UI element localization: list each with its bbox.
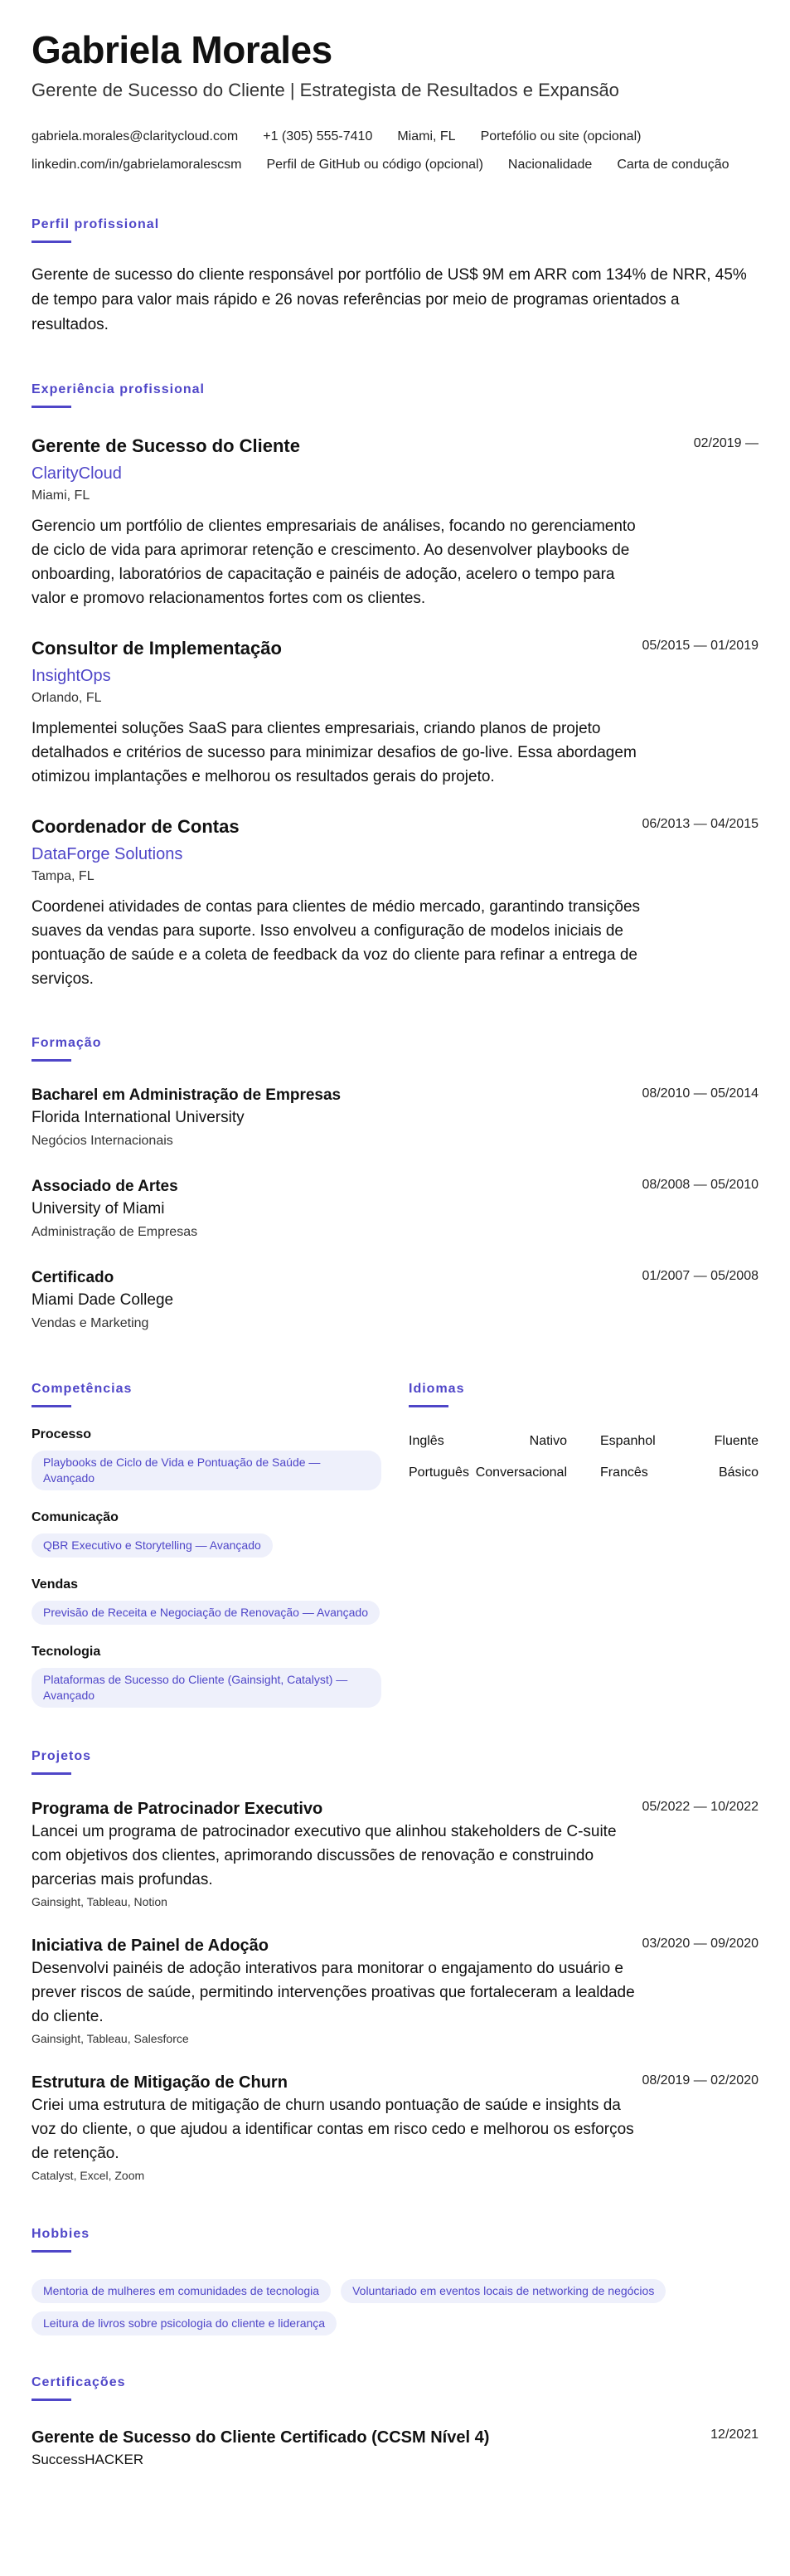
skill-category: Vendas (32, 1577, 79, 1592)
job-location: Miami, FL (32, 488, 90, 503)
project-item (32, 2072, 758, 2185)
section-title-skills: Competências (32, 1382, 133, 1396)
experience-item (32, 435, 758, 610)
section-divider (32, 241, 71, 243)
experience-item (32, 815, 758, 991)
section-divider (32, 2250, 71, 2253)
contact-driving-license: Carta de condução (617, 158, 729, 172)
job-date: 02/2019 — (693, 436, 758, 450)
section-title-certifications: Certificações (32, 2375, 126, 2389)
education-date: 08/2008 — 05/2010 (642, 1178, 758, 1192)
hobby-pill: Voluntariado em eventos locais de networking de negócios (341, 2279, 666, 2303)
education-date: 01/2007 — 05/2008 (642, 1269, 758, 1283)
skills-section (32, 1382, 381, 1708)
hobby-pill: Leitura de livros sobre psicologia do cliente e liderança (32, 2311, 337, 2335)
job-date: 06/2013 — 04/2015 (642, 817, 758, 831)
summary-section (32, 217, 758, 338)
language-item (409, 1426, 567, 1457)
language-level: Fluente (714, 1434, 758, 1448)
candidate-headline: Gerente de Sucesso do Cliente | Estrategista de Resultados e Expansão (32, 80, 619, 100)
project-date: 05/2022 — 10/2022 (642, 1800, 758, 1814)
job-description: Implementei soluções SaaS para clientes empresariais, criando planos de projeto detalhados e critérios de sucesso para minimizar desafios de go-live. Essa abordagem otimizou implantações e melhorou os resultados gerais do projeto. (32, 720, 637, 785)
contact-list (32, 123, 758, 179)
language-item (600, 1426, 758, 1457)
skills-languages-row (32, 1382, 758, 1708)
job-location: Tampa, FL (32, 869, 95, 883)
contact-email[interactable]: gabriela.morales@claritycloud.com (32, 129, 239, 143)
language-level: Conversacional (475, 1465, 567, 1480)
section-divider (32, 406, 71, 408)
job-description: Gerencio um portfólio de clientes empresariais de análises, focando no gerenciamento de ciclo de vida para aprimorar retenção e crescimento. Ao desenvolver playbooks de onboarding, laboratórios de capacitação e painéis de adoção, acelero o tempo para valor e promovo relacionamentos fortes com os clientes. (32, 518, 636, 607)
contact-nationality: Nacionalidade (507, 158, 593, 172)
project-tools: Gainsight, Tableau, Salesforce (32, 2032, 189, 2045)
section-divider (32, 1059, 71, 1062)
languages-section (409, 1382, 758, 1708)
section-divider (32, 1405, 71, 1407)
job-title: Coordenador de Contas (32, 816, 240, 837)
project-title: Programa de Patrocinador Executivo (32, 1800, 323, 1818)
project-date: 08/2019 — 02/2020 (642, 2073, 758, 2088)
education-field: Vendas e Marketing (32, 1316, 149, 1330)
skill-pill: Playbooks de Ciclo de Vida e Pontuação de Saúde — Avançado (32, 1451, 381, 1490)
skill-pill: QBR Executivo e Storytelling — Avançado (32, 1533, 273, 1558)
candidate-name: Gabriela Morales (32, 28, 332, 71)
section-title-languages: Idiomas (409, 1382, 465, 1396)
project-title: Iniciativa de Painel de Adoção (32, 1937, 269, 1955)
hobby-pill: Mentoria de mulheres em comunidades de tecnologia (32, 2279, 331, 2303)
job-title: Consultor de Implementação (32, 638, 282, 659)
job-company: InsightOps (32, 667, 111, 685)
experience-item (32, 637, 758, 789)
project-item (32, 1935, 758, 2049)
education-section (32, 1036, 758, 1335)
skill-pill: Plataformas de Sucesso do Cliente (Gainsight, Catalyst) — Avançado (32, 1668, 381, 1708)
certification-date: 12/2021 (710, 2428, 758, 2442)
contact-portfolio[interactable]: Portefólio ou site (opcional) (480, 129, 642, 143)
education-date: 08/2010 — 05/2014 (642, 1086, 758, 1101)
section-title-summary: Perfil profissional (32, 217, 160, 231)
language-level: Básico (718, 1465, 758, 1480)
project-description: Criei uma estrutura de mitigação de churn usando pontuação de saúde e insights da voz do cliente, o que ajudou a identificar contas em risco cedo e melhorou os esforços de retenção. (32, 2097, 634, 2162)
experience-section (32, 382, 758, 991)
language-level: Nativo (529, 1434, 567, 1448)
section-title-hobbies: Hobbies (32, 2227, 90, 2241)
section-divider (409, 1405, 448, 1407)
language-name: Francês (600, 1465, 648, 1480)
section-title-projects: Projetos (32, 1749, 92, 1763)
skill-category: Tecnologia (32, 1645, 101, 1659)
project-tools: Catalyst, Excel, Zoom (32, 2169, 145, 2182)
skill-pill: Previsão de Receita e Negociação de Renovação — Avançado (32, 1601, 380, 1625)
certification-item (32, 2426, 758, 2471)
hobby-list (32, 2271, 758, 2335)
job-company: DataForge Solutions (32, 845, 183, 863)
language-item (600, 1457, 758, 1489)
language-item (409, 1457, 567, 1489)
project-title: Estrutura de Mitigação de Churn (32, 2073, 288, 2092)
job-location: Orlando, FL (32, 691, 102, 705)
education-field: Negócios Internacionais (32, 1134, 173, 1148)
language-grid (409, 1426, 758, 1489)
section-divider (32, 1772, 71, 1775)
education-school: Miami Dade College (32, 1291, 174, 1309)
language-name: Inglês (409, 1434, 444, 1448)
contact-linkedin[interactable]: linkedin.com/in/gabrielamoralescsm (32, 158, 242, 172)
section-divider (32, 2399, 71, 2401)
education-school: Florida International University (32, 1109, 245, 1126)
projects-section (32, 1749, 758, 2185)
skill-category: Comunicação (32, 1510, 119, 1524)
certification-issuer: SuccessHACKER (32, 2452, 144, 2467)
summary-text: Gerente de sucesso do cliente responsável por portfólio de US$ 9M em ARR com 134% de NRR, 45% de tempo para valor mais rápido e 26 novas referências por meio de programas orientados a resultados. (32, 266, 747, 333)
section-title-experience: Experiência profissional (32, 382, 205, 396)
project-tools: Gainsight, Tableau, Notion (32, 1895, 167, 1908)
contact-location: Miami, FL (397, 129, 456, 143)
education-item (32, 1176, 758, 1244)
project-description: Lancei um programa de patrocinador executivo que alinhou stakeholders de C-suite com objetivos dos clientes, aprimorando discussões de renovação e construindo parcerias mais profundas. (32, 1823, 617, 1888)
education-degree: Bacharel em Administração de Empresas (32, 1086, 342, 1104)
education-item (32, 1085, 758, 1153)
education-field: Administração de Empresas (32, 1225, 198, 1239)
hobbies-section (32, 2227, 758, 2335)
skill-category: Processo (32, 1427, 92, 1441)
education-item (32, 1267, 758, 1335)
certifications-section (32, 2375, 758, 2471)
project-date: 03/2020 — 09/2020 (642, 1937, 758, 1951)
job-date: 05/2015 — 01/2019 (642, 639, 758, 653)
education-school: University of Miami (32, 1200, 165, 1218)
education-degree: Associado de Artes (32, 1178, 178, 1195)
job-title: Gerente de Sucesso do Cliente (32, 435, 300, 456)
language-name: Português (409, 1465, 469, 1480)
language-name: Espanhol (600, 1434, 656, 1448)
job-company: ClarityCloud (32, 464, 122, 483)
education-degree: Certificado (32, 1269, 114, 1286)
project-item (32, 1798, 758, 1912)
job-description: Coordenei atividades de contas para clientes de médio mercado, garantindo transições suaves da vendas para suporte. Isso envolveu a configuração de modelos iniciais de pontuação de saúde e a coleta de feedback da voz do cliente para refinar a entrega de serviços. (32, 898, 641, 988)
section-title-education: Formação (32, 1036, 102, 1050)
contact-phone[interactable]: +1 (305) 555-7410 (263, 129, 373, 143)
contact-github[interactable]: Perfil de GitHub ou código (opcional) (266, 158, 483, 172)
certification-name: Gerente de Sucesso do Cliente Certificado (CCSM Nível 4) (32, 2428, 490, 2447)
project-description: Desenvolvi painéis de adoção interativos para monitorar o engajamento do usuário e prever riscos de saúde, permitindo intervenções proativas que fortaleceram a lealdade do cliente. (32, 1960, 635, 2025)
